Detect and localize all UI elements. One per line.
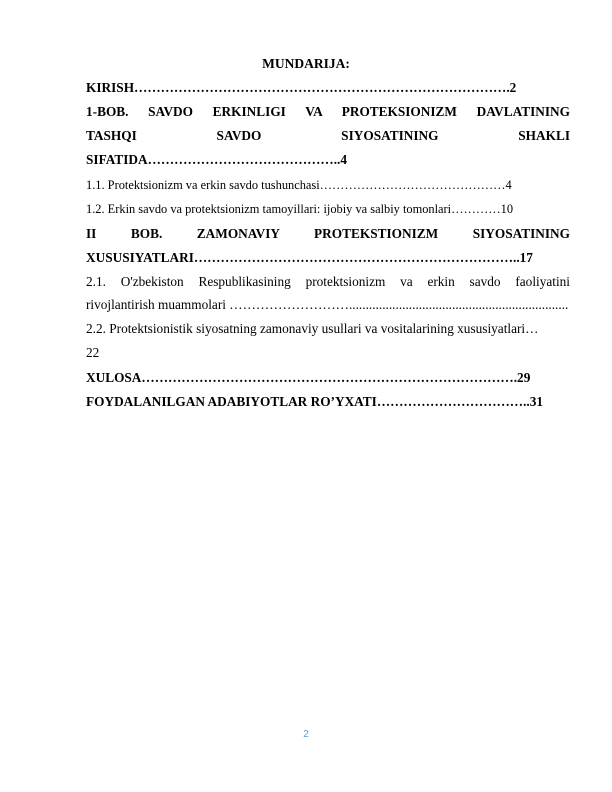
toc-entry-chapter1-line3: SIFATIDA……………………………………..4	[86, 152, 348, 167]
toc-entry-section-2-1-line1: 2.1. O'zbekiston Respublikasining protektsionizm va erkin savdo faoliyatini	[86, 274, 570, 289]
toc-entry-adabiyotlar: FOYDALANILGAN ADABIYOTLAR RO’YXATI……………………………..31	[86, 394, 544, 409]
toc-entry-section-2-2-line1: 2.2. Protektsionistik siyosatning zamonaviy usullari va vositalarining xususiyatlari…	[86, 321, 539, 336]
toc-entry-xulosa: XULOSA………………………………………………………………………….29	[86, 370, 531, 385]
page-number: 2	[303, 729, 309, 740]
toc-entry-section-2-1-line2: rivojlantirish muammolari ………………………..................................................................	[86, 297, 569, 312]
toc-entry-chapter1-line2: TASHQI SAVDO SIYOSATINING SHAKLI	[86, 128, 570, 143]
toc-title: MUNDARIJA:	[262, 56, 350, 71]
toc-entry-section-1-1: 1.1. Protektsionizm va erkin savdo tushunchasi………………………………………4	[86, 178, 512, 192]
toc-entry-kirish: KIRISH………………………………………………………………………….2	[86, 80, 517, 95]
toc-entry-section-1-2: 1.2. Erkin savdo va protektsionizm tamoyillari: ijobiy va salbiy tomonlari…………10	[86, 202, 514, 216]
toc-entry-chapter1-line1: 1-BOB. SAVDO ERKINLIGI VA PROTEKSIONIZM DAVLATINING	[86, 104, 570, 119]
toc-entry-chapter2-line1: II BOB. ZAMONAVIY PROTEKSTIONIZM SIYOSATINING	[86, 226, 570, 241]
toc-entry-section-2-2-line2: 22	[86, 345, 100, 360]
toc-entry-chapter2-line2: XUSUSIYATLARI………………………………………………………………..17	[86, 250, 533, 265]
